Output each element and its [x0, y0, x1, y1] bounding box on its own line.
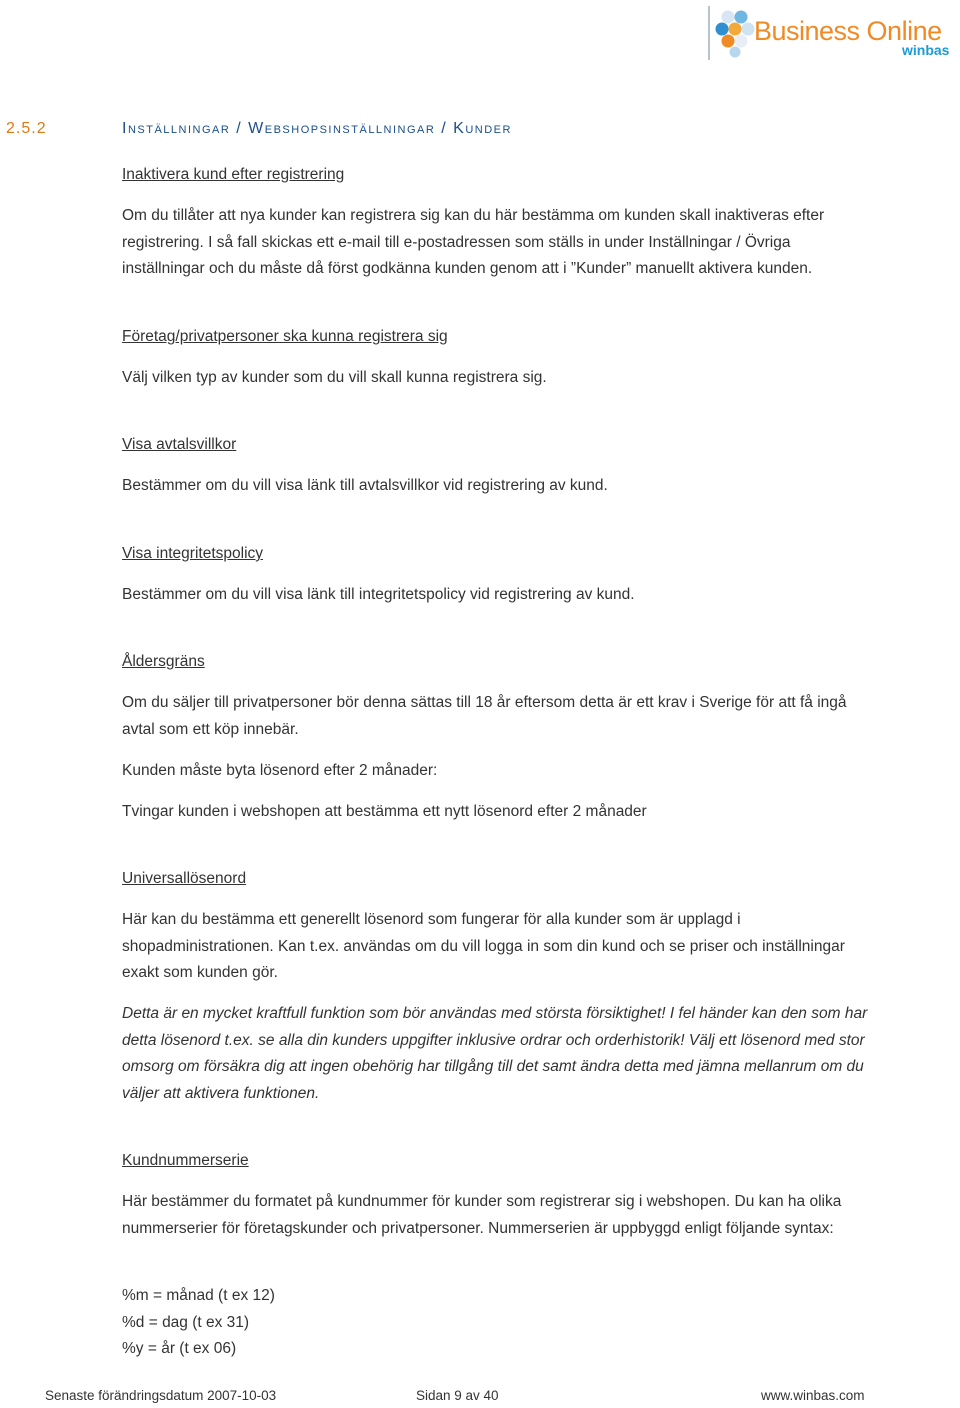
logo: [706, 4, 960, 62]
logo-divider: [708, 6, 710, 60]
section-heading: [0, 120, 960, 144]
paragraph-foretag-privatpersoner: Välj vilken typ av kunder som du vill skall kunna registrera sig.: [122, 369, 547, 386]
section-title: Inställningar / Webshopsinställningar / Kunder: [122, 120, 512, 137]
paragraph-varning: Detta är en mycket kraftfull funktion som bör användas med största försiktighet! I fel händer kan den som har detta lösenord t.ex. se alla din kunders uppgifter inklusive ordrar och orderhistorik! Välj ett lösenord med stor omsorg om försäkra dig att ingen obehörig har tillgång till det samt ändra detta med jämna mellanrum om du väljer att aktivera funktionen.: [122, 1005, 868, 1102]
paragraph-tvingar-kunden: Tvingar kunden i webshopen att bestämma ett nytt lösenord efter 2 månader: [122, 803, 647, 820]
syntax-line-dag: %d = dag (t ex 31): [122, 1314, 250, 1331]
heading-aldersgrans: Åldersgräns: [122, 653, 205, 670]
heading-inaktivera-kund: Inaktivera kund efter registrering: [122, 166, 345, 183]
honeycomb-icon: [714, 7, 758, 59]
paragraph-inaktivera-kund: Om du tillåter att nya kunder kan registrera sig kan du här bestämma om kunden skall inaktiveras efter registrering. I så fall skickas ett e-mail till e-postadressen som ställs in under Inställningar / Övriga inställningar och du måste då först godkänna kunden genom att i ”Kunder” manuellt aktivera kunden.: [122, 207, 825, 277]
footer-date: Senaste förändringsdatum 2007-10-03: [45, 1388, 277, 1403]
paragraph-universallosenord: Här kan du bestämma ett generellt lösenord som fungerar för alla kunder som är upplagd i shopadministrationen. Kan t.ex. användas om du vill logga in som din kund och se priser och inställningar exakt som kunden gör.: [122, 911, 845, 981]
syntax-line-ar: %y = år (t ex 06): [122, 1340, 237, 1357]
footer-url: www.winbas.com: [761, 1388, 865, 1403]
section-number: 2.5.2: [6, 120, 47, 137]
heading-visa-integritetspolicy: Visa integritetspolicy: [122, 545, 264, 562]
logo-subtext: winbas: [902, 42, 950, 58]
paragraph-visa-integritetspolicy: Bestämmer om du vill visa länk till integritetspolicy vid registrering av kund.: [122, 586, 635, 603]
footer-page-number: Sidan 9 av 40: [416, 1388, 499, 1403]
paragraph-byta-losenord: Kunden måste byta lösenord efter 2 månader:: [122, 762, 438, 779]
heading-universallosenord: Universallösenord: [122, 870, 247, 887]
syntax-line-manad: %m = månad (t ex 12): [122, 1287, 275, 1304]
paragraph-kundnummerserie: Här bestämmer du formatet på kundnummer för kunder som registrerar sig i webshopen. Du kan ha olika nummerserier för företagskunder och privatpersoner. Nummerserien är uppbyggd enligt följande syntax:: [122, 1193, 842, 1237]
paragraph-visa-avtalsvillkor: Bestämmer om du vill visa länk till avtalsvillkor vid registrering av kund.: [122, 477, 608, 494]
heading-kundnummerserie: Kundnummerserie: [122, 1152, 249, 1169]
heading-foretag-privatpersoner: Företag/privatpersoner ska kunna registrera sig: [122, 328, 448, 345]
heading-visa-avtalsvillkor: Visa avtalsvillkor: [122, 436, 237, 453]
logo-text: Business Online: [754, 16, 942, 46]
paragraph-aldersgrans: Om du säljer till privatpersoner bör denna sättas till 18 år eftersom detta är ett krav i Sverige för att få ingå avtal som ett köp innebär.: [122, 694, 847, 738]
